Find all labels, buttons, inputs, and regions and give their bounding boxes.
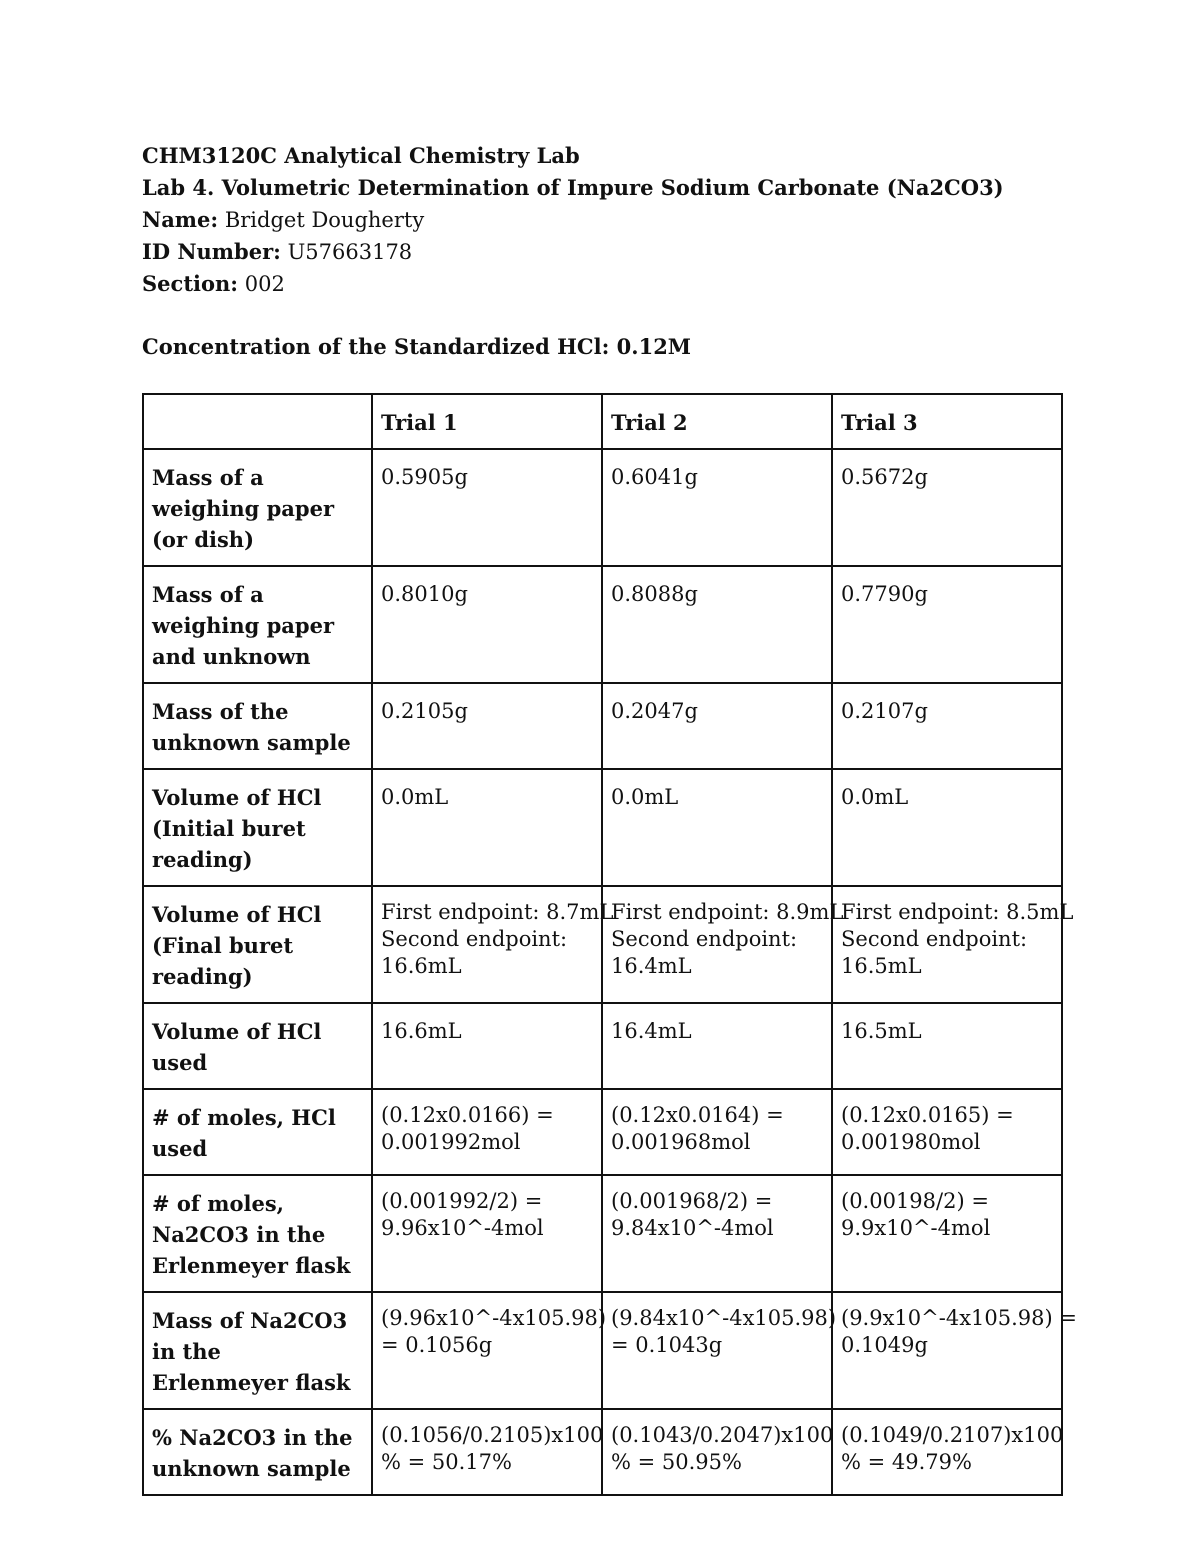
cell-text: 0.0mL — [381, 785, 449, 809]
table-row — [143, 769, 1062, 886]
cell-text: 0.8088g — [611, 582, 698, 606]
lab-title: Lab 4. Volumetric Determination of Impure Sodium Carbonate (Na2CO3) — [142, 175, 1004, 200]
table-cell-trial-1 — [372, 1409, 602, 1495]
cell-text: (0.00198/2) = — [841, 1189, 989, 1213]
cell-text: Second endpoint: — [841, 927, 1028, 951]
row-label: % Na2CO3 in the unknown sample — [143, 1409, 372, 1495]
header-cell-trial-1: Trial 1 — [372, 394, 602, 449]
row-label: Mass of Na2CO3 in the Erlenmeyer flask — [143, 1292, 372, 1409]
table-cell-trial-2 — [602, 1003, 832, 1089]
cell-text: 0.5905g — [381, 465, 468, 489]
name-label: Name: — [142, 207, 219, 232]
row-label: Volume of HCl (Initial buret reading) — [143, 769, 372, 886]
cell-text: Second endpoint: — [611, 927, 798, 951]
row-label: Mass of the unknown sample — [143, 683, 372, 769]
table-row — [143, 1409, 1062, 1495]
cell-text: First endpoint: 8.9mL — [611, 900, 844, 924]
cell-text: 0.0mL — [611, 785, 679, 809]
header-cell-trial-3: Trial 3 — [832, 394, 1062, 449]
cell-text: 16.4mL — [611, 954, 692, 978]
cell-text: = 0.1056g — [381, 1333, 493, 1357]
table-cell-trial-3 — [832, 449, 1062, 566]
table-cell-trial-2 — [602, 769, 832, 886]
cell-text: (0.12x0.0166) = — [381, 1103, 554, 1127]
cell-text: 0.001980mol — [841, 1130, 981, 1154]
cell-text: 0.2047g — [611, 699, 698, 723]
cell-text: (0.1043/0.2047)x100 — [611, 1423, 834, 1447]
cell-text: 16.4mL — [611, 1019, 692, 1043]
table-header-row — [143, 394, 1062, 449]
table-cell-trial-1 — [372, 769, 602, 886]
table-cell-trial-1 — [372, 566, 602, 683]
table-cell-trial-3 — [832, 683, 1062, 769]
table-row — [143, 1089, 1062, 1175]
hcl-concentration: Concentration of the Standardized HCl: 0.12M — [142, 334, 692, 359]
id-value: U57663178 — [287, 240, 413, 264]
section — [142, 268, 1060, 300]
cell-text: 0.2107g — [841, 699, 928, 723]
table-cell-trial-1 — [372, 449, 602, 566]
table-row — [143, 449, 1062, 566]
course-title: CHM3120C Analytical Chemistry Lab — [142, 143, 580, 168]
cell-text: 0.0mL — [841, 785, 909, 809]
cell-text: (0.12x0.0165) = — [841, 1103, 1014, 1127]
id-label: ID Number: — [142, 239, 281, 264]
table-cell-trial-3 — [832, 566, 1062, 683]
cell-text: 0.5672g — [841, 465, 928, 489]
cell-text: 16.6mL — [381, 954, 462, 978]
cell-text: 16.5mL — [841, 954, 922, 978]
cell-text: (9.9x10^-4x105.98) = — [841, 1306, 1077, 1330]
section-label: Section: — [142, 271, 239, 296]
cell-text: % = 49.79% — [841, 1450, 972, 1474]
row-label: Mass of a weighing paper (or dish) — [143, 449, 372, 566]
row-label: Mass of a weighing paper and unknown — [143, 566, 372, 683]
cell-text: 0.6041g — [611, 465, 698, 489]
table-cell-trial-1 — [372, 1003, 602, 1089]
table-cell-trial-2 — [602, 1175, 832, 1292]
student-id — [142, 236, 1060, 268]
cell-text: First endpoint: 8.7mL — [381, 900, 614, 924]
student-name — [142, 204, 1060, 236]
cell-text: 0.1049g — [841, 1333, 928, 1357]
cell-text: 9.96x10^-4mol — [381, 1216, 544, 1240]
cell-text: (0.001992/2) = — [381, 1189, 543, 1213]
table-row — [143, 683, 1062, 769]
row-label: Volume of HCl used — [143, 1003, 372, 1089]
header-cell-trial-2: Trial 2 — [602, 394, 832, 449]
table-cell-trial-2 — [602, 683, 832, 769]
header-cell-empty — [143, 394, 372, 449]
table-cell-trial-3 — [832, 1409, 1062, 1495]
table-cell-trial-1 — [372, 1089, 602, 1175]
cell-text: (0.1056/0.2105)x100 — [381, 1423, 604, 1447]
cell-text: % = 50.95% — [611, 1450, 742, 1474]
table-cell-trial-2 — [602, 566, 832, 683]
table-row — [143, 566, 1062, 683]
table-cell-trial-3 — [832, 769, 1062, 886]
table-cell-trial-1 — [372, 886, 614, 1003]
results-table — [142, 393, 1077, 1496]
table-cell-trial-1 — [372, 1175, 602, 1292]
table-row — [143, 886, 1062, 1003]
cell-text: 16.6mL — [381, 1019, 462, 1043]
table-cell-trial-3 — [832, 1292, 1077, 1409]
cell-text: 0.001968mol — [611, 1130, 751, 1154]
table-cell-trial-1 — [372, 1292, 607, 1409]
table-row — [143, 1003, 1062, 1089]
cell-text: (9.96x10^-4x105.98) — [381, 1306, 607, 1330]
cell-text: 0.7790g — [841, 582, 928, 606]
table-cell-trial-2 — [602, 1292, 837, 1409]
cell-text: 0.001992mol — [381, 1130, 521, 1154]
row-label: # of moles, Na2CO3 in the Erlenmeyer flask — [143, 1175, 372, 1292]
table-cell-trial-2 — [602, 1089, 832, 1175]
name-value: Bridget Dougherty — [224, 208, 425, 232]
table-cell-trial-3 — [832, 1003, 1062, 1089]
cell-text: Second endpoint: — [381, 927, 568, 951]
cell-text: = 0.1043g — [611, 1333, 723, 1357]
cell-text: % = 50.17% — [381, 1450, 512, 1474]
table-cell-trial-2 — [602, 449, 832, 566]
table-row — [143, 1292, 1062, 1409]
cell-text: 9.84x10^-4mol — [611, 1216, 774, 1240]
table-cell-trial-3 — [832, 1089, 1062, 1175]
table-cell-trial-3 — [832, 886, 1074, 1003]
table-cell-trial-2 — [602, 886, 844, 1003]
row-label: # of moles, HCl used — [143, 1089, 372, 1175]
lab-report-page — [142, 140, 1077, 1496]
cell-text: 16.5mL — [841, 1019, 922, 1043]
section-value: 002 — [244, 272, 285, 296]
cell-text: (0.1049/0.2107)x100 — [841, 1423, 1064, 1447]
cell-text: 9.9x10^-4mol — [841, 1216, 991, 1240]
table-cell-trial-2 — [602, 1409, 832, 1495]
cell-text: 0.2105g — [381, 699, 468, 723]
cell-text: 0.8010g — [381, 582, 468, 606]
table-cell-trial-1 — [372, 683, 602, 769]
table-cell-trial-3 — [832, 1175, 1062, 1292]
cell-text: First endpoint: 8.5mL — [841, 900, 1074, 924]
table-row — [143, 1175, 1062, 1292]
cell-text: (9.84x10^-4x105.98) — [611, 1306, 837, 1330]
cell-text: (0.001968/2) = — [611, 1189, 773, 1213]
row-label: Volume of HCl (Final buret reading) — [143, 886, 372, 1003]
cell-text: (0.12x0.0164) = — [611, 1103, 784, 1127]
